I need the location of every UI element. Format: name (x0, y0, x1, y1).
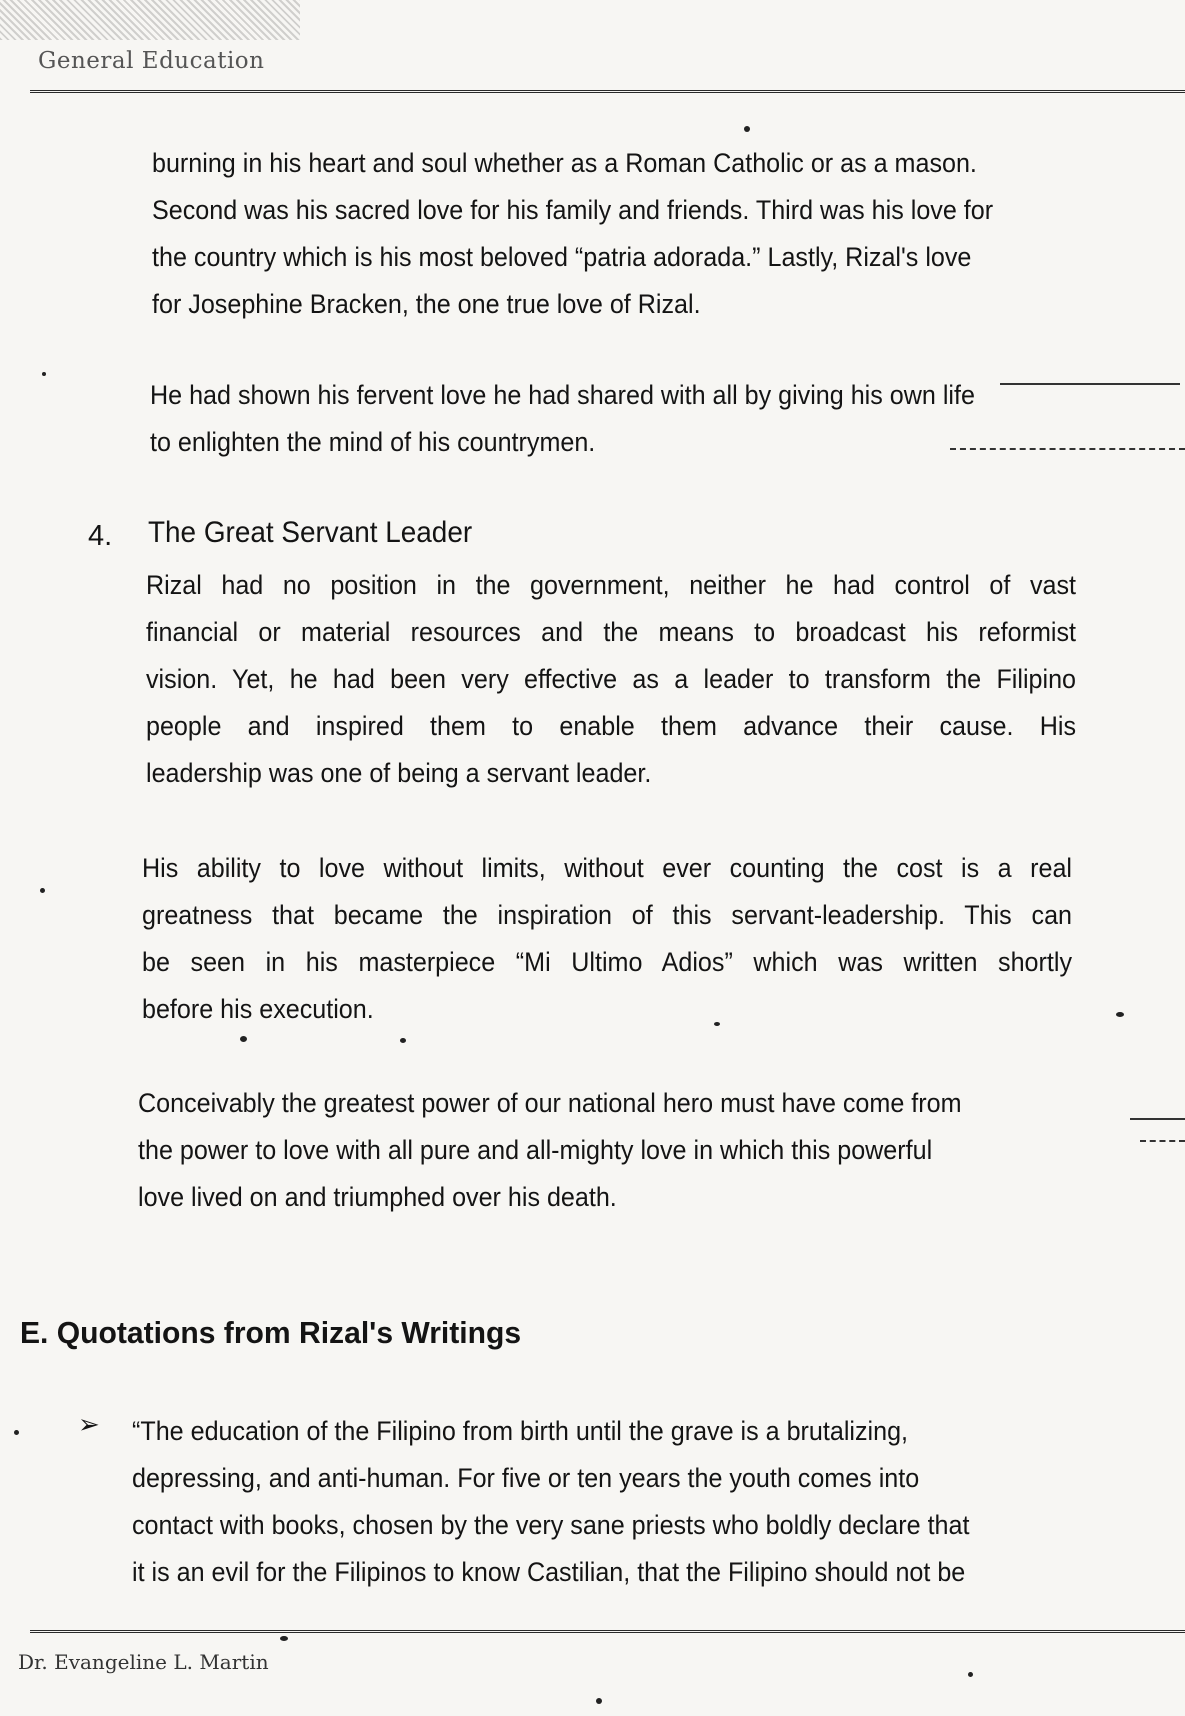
text-line: Rizal had no position in the government, neither he had control of vast (146, 570, 1076, 600)
fervent-paragraph (150, 372, 975, 466)
text-line: Conceivably the greatest power of our national hero must have come from (138, 1088, 962, 1118)
text-line: be seen in his masterpiece “Mi Ultimo Adios” which was written shortly (142, 947, 1072, 977)
text-line: vision. Yet, he had been very effective as a leader to transform the Filipino (146, 664, 1076, 694)
text-line: “The education of the Filipino from birth until the grave is a brutalizing, (132, 1416, 909, 1446)
text-line: burning in his heart and soul whether as a Roman Catholic or as a mason. (152, 148, 977, 178)
running-header: General Education (38, 48, 265, 74)
text-line: to enlighten the mind of his countrymen. (150, 427, 596, 457)
scan-speck (596, 1698, 602, 1704)
text-line: depressing, and anti-human. For five or ten years the youth comes into (132, 1463, 920, 1493)
margin-line-mark (1130, 1118, 1185, 1120)
scan-speck (14, 1430, 19, 1435)
text-line: financial or material resources and the means to broadcast his reformist (146, 617, 1076, 647)
scan-speck (42, 372, 46, 376)
text-line: Second was his sacred love for his family and friends. Third was his love for (152, 195, 994, 225)
servant-leader-paragraph-1 (146, 562, 1076, 797)
margin-line-mark (950, 448, 1185, 450)
text-line: contact with books, chosen by the very sane priests who boldly declare that (132, 1510, 970, 1540)
text-line: for Josephine Bracken, the one true love of Rizal. (152, 289, 701, 319)
margin-line-mark (1000, 383, 1180, 385)
section-heading: E. Quotations from Rizal's Writings (20, 1315, 522, 1350)
list-item-title: The Great Servant Leader (148, 516, 473, 549)
footer-rule (30, 1630, 1185, 1633)
scan-speck (714, 1022, 720, 1026)
scan-speck (400, 1038, 406, 1043)
text-line: the power to love with all pure and all-mighty love in which this powerful (138, 1135, 933, 1165)
text-line: people and inspired them to enable them advance their cause. His (146, 711, 1076, 741)
list-item-number: 4. (88, 520, 113, 552)
scan-speck (240, 1036, 247, 1042)
scan-speck (968, 1672, 973, 1677)
servant-leader-paragraph-2 (142, 845, 1072, 1033)
text-line: He had shown his fervent love he had shared with all by giving his own life (150, 380, 975, 410)
text-line: the country which is his most beloved “patria adorada.” Lastly, Rizal's love (152, 242, 972, 272)
text-line: leadership was one of being a servant leader. (146, 758, 652, 788)
footer-author: Dr. Evangeline L. Martin (18, 1650, 269, 1674)
text-line: His ability to love without limits, without ever counting the cost is a real (142, 853, 1072, 883)
scan-speck (40, 888, 45, 893)
text-line: before his execution. (142, 994, 374, 1024)
scan-artifact (0, 0, 300, 40)
text-line: it is an evil for the Filipinos to know Castilian, that the Filipino should not be (132, 1557, 966, 1587)
quote-paragraph (132, 1408, 969, 1596)
scan-speck (280, 1636, 288, 1641)
margin-line-mark (1140, 1140, 1185, 1142)
scan-speck (1116, 1012, 1124, 1017)
header-rule (30, 90, 1185, 93)
text-line: greatness that became the inspiration of this servant-leadership. This can (142, 900, 1072, 930)
scan-speck (744, 126, 750, 132)
intro-paragraph (152, 140, 993, 328)
text-line: love lived on and triumphed over his death. (138, 1182, 617, 1212)
servant-leader-paragraph-3 (138, 1080, 961, 1221)
arrow-bullet-icon: ➢ (78, 1410, 100, 1440)
